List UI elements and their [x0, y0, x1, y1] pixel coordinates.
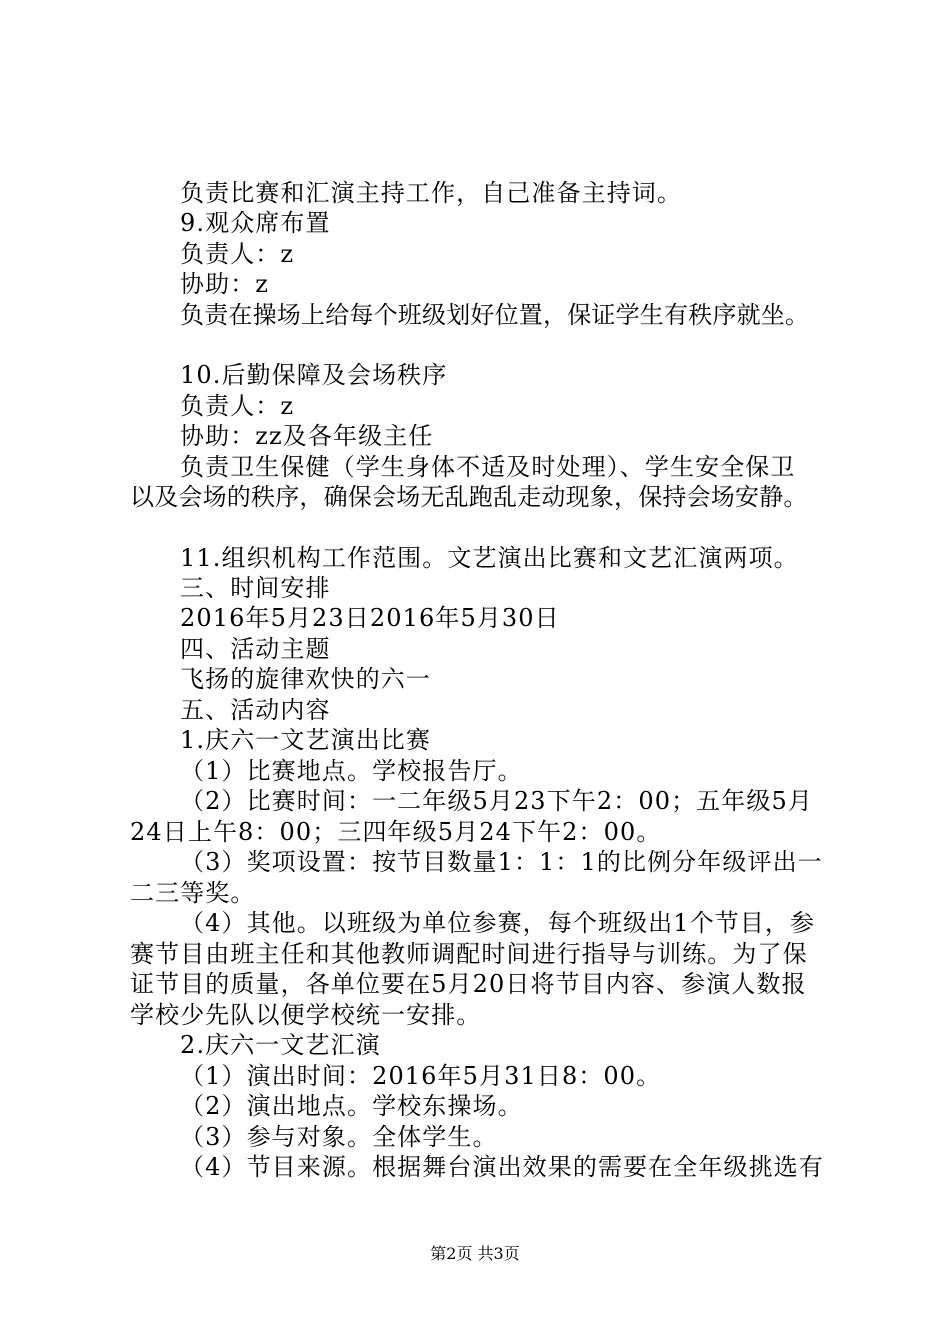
page-footer: 第2页 共3页: [430, 1244, 520, 1263]
text-line: 2016年5月23日2016年5月30日: [180, 604, 560, 632]
text-line: （2）比赛时间：一二年级5月23下午2：00；五年级5月: [180, 787, 813, 815]
section-heading: 9.观众席布置: [180, 209, 331, 237]
text-line: 11.组织机构工作范围。文艺演出比赛和文艺汇演两项。: [180, 544, 799, 572]
text-line: 证节目的质量，各单位要在5月20日将节目内容、参演人数报: [130, 970, 807, 998]
text-line: （3）参与对象。全体学生。: [180, 1123, 498, 1151]
text-line: （4）其他。以班级为单位参赛，每个班级出1个节目，参: [180, 909, 816, 937]
text-line: 赛节目由班主任和其他教师调配时间进行指导与训练。为了保: [130, 940, 808, 968]
section-heading: 四、活动主题: [180, 635, 331, 663]
text-line: 负责比赛和汇演主持工作，自己准备主持词。: [180, 179, 682, 207]
text-line: （1）演出时间：2016年5月31日8：00。: [180, 1062, 662, 1090]
text-line: （3）奖项设置：按节目数量1：1：1的比例分年级评出一: [180, 848, 823, 876]
text-line: （4）节目来源。根据舞台演出效果的需要在全年级挑选有: [180, 1153, 824, 1181]
section-heading: 五、活动内容: [180, 696, 331, 724]
text-line: 以及会场的秩序，确保会场无乱跑乱走动现象，保持会场安静。: [130, 483, 808, 511]
section-heading: 1.庆六一文艺演出比赛: [180, 726, 431, 754]
text-line: 负责人：z: [180, 240, 295, 268]
text-line: 负责人：z: [180, 392, 295, 420]
text-line: 协助：zz及各年级主任: [180, 422, 434, 450]
text-line: 学校少先队以便学校统一安排。: [130, 1001, 482, 1029]
section-heading: 三、时间安排: [180, 574, 331, 602]
text-line: 二三等奖。: [130, 879, 256, 907]
text-line: 协助：z: [180, 270, 270, 298]
text-line: （2）演出地点。学校东操场。: [180, 1092, 523, 1120]
text-line: （1）比赛地点。学校报告厅。: [180, 757, 523, 785]
section-heading: 2.庆六一文艺汇演: [180, 1031, 381, 1059]
text-line: 负责卫生保健（学生身体不适及时处理）、学生安全保卫: [180, 453, 796, 481]
section-heading: 10.后勤保障及会场秩序: [180, 361, 448, 389]
text-line: 24日上午8：00；三四年级5月24下午2：00。: [130, 818, 662, 846]
text-line: 负责在操场上给每个班级划好位置，保证学生有秩序就坐。: [180, 301, 810, 329]
text-line: 飞扬的旋律欢快的六一: [180, 665, 431, 693]
